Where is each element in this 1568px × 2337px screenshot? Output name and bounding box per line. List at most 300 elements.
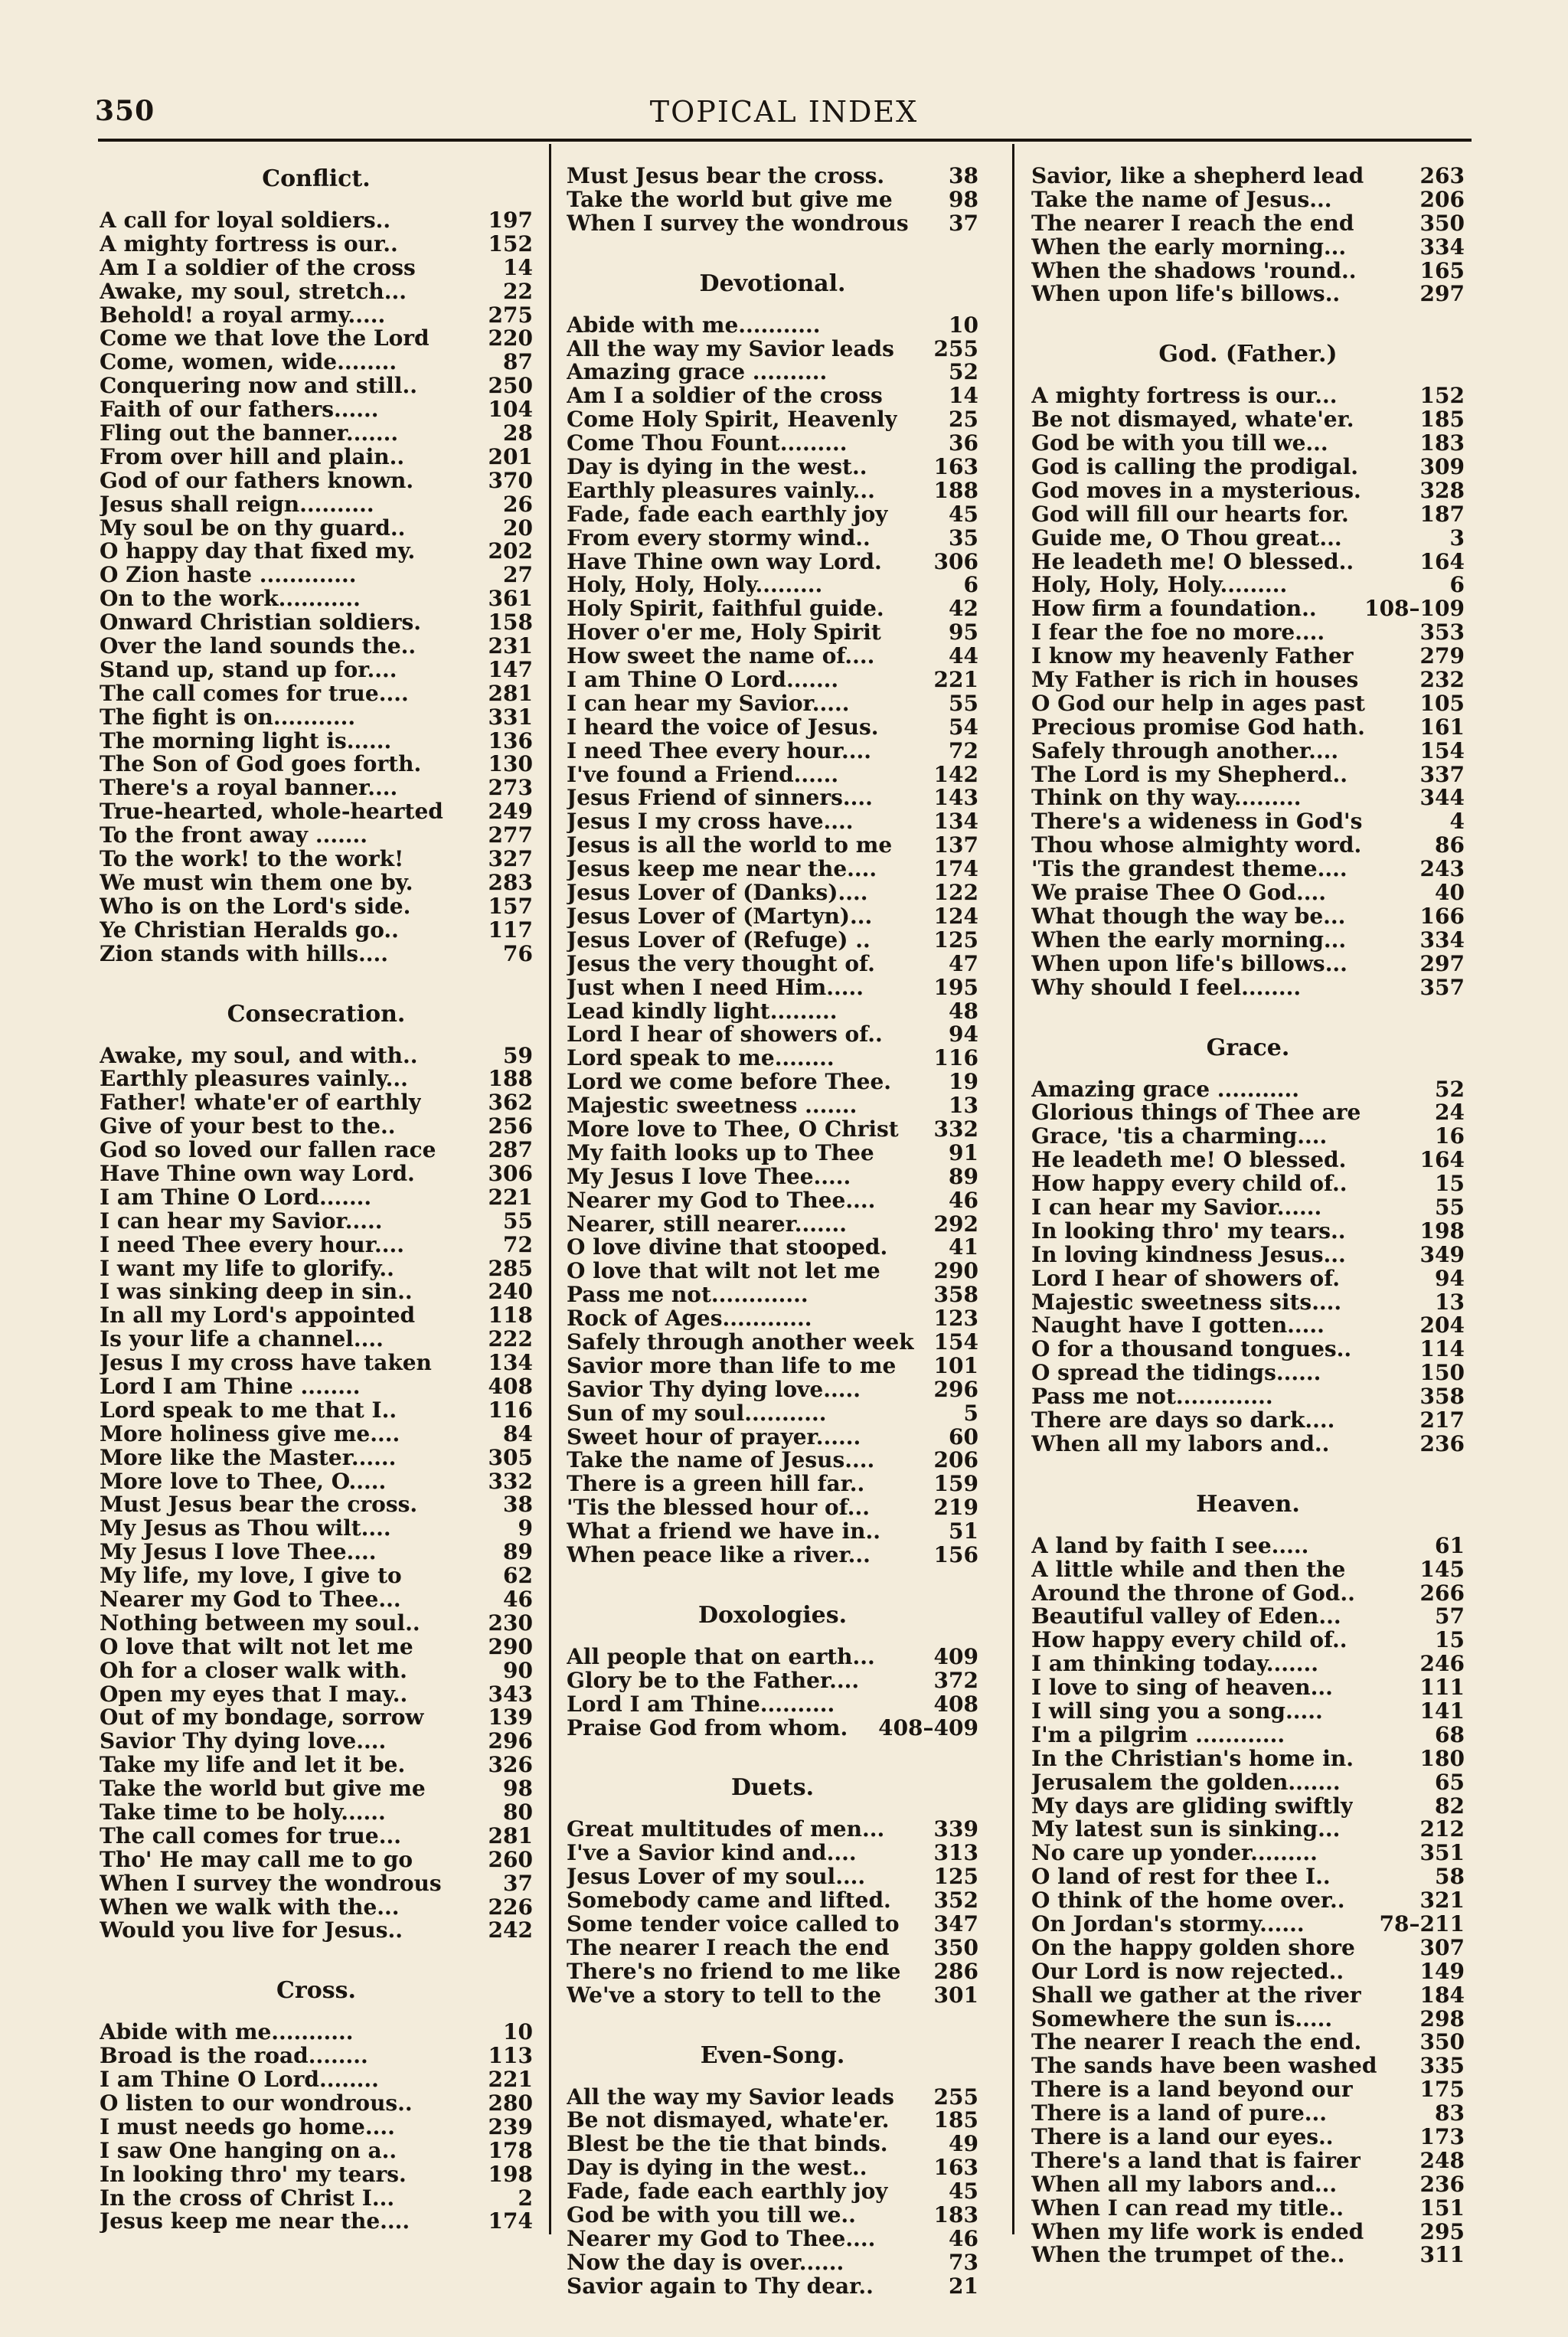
section-heading: Doxologies. bbox=[697, 1601, 848, 1629]
index-entry bbox=[567, 314, 978, 338]
hymn-title: Lord I am Thine.......... bbox=[567, 1692, 835, 1717]
hymn-number: 350 bbox=[1419, 210, 1465, 236]
hymn-number: 28 bbox=[503, 420, 533, 446]
index-entry bbox=[100, 753, 533, 776]
index-entry bbox=[567, 1541, 978, 1567]
index-entry bbox=[1031, 1338, 1465, 1361]
hymn-number: 352 bbox=[933, 1888, 978, 1914]
index-entry bbox=[100, 1420, 533, 1446]
hymn-title: Safely through another.... bbox=[1031, 739, 1339, 763]
section-heading: Conflict. bbox=[262, 165, 371, 192]
hymn-title: Tho' He may call me to go bbox=[100, 1848, 413, 1872]
index-entry bbox=[1031, 1078, 1465, 1102]
hymn-title: Lead kindly light......... bbox=[567, 999, 838, 1024]
hymn-number: 42 bbox=[949, 596, 978, 622]
index-entry bbox=[567, 737, 978, 763]
index-entry bbox=[1031, 950, 1465, 976]
index-entry bbox=[1031, 236, 1465, 260]
hymn-number: 113 bbox=[488, 2043, 533, 2069]
index-entry bbox=[567, 2180, 978, 2204]
hymn-title: Savior Thy dying love.... bbox=[100, 1730, 387, 1754]
hymn-title: True-hearted, whole-hearted bbox=[100, 800, 443, 825]
hymn-number: 98 bbox=[949, 186, 978, 212]
index-entry bbox=[100, 1754, 533, 1777]
index-entry bbox=[1031, 786, 1465, 810]
hymn-title: I've found a Friend...... bbox=[567, 763, 839, 787]
index-entry bbox=[1031, 1149, 1465, 1172]
index-entry bbox=[567, 810, 978, 834]
hymn-title: When the early morning... bbox=[1031, 235, 1347, 260]
hymn-title: When my life work is ended bbox=[1031, 2220, 1364, 2244]
index-entry bbox=[100, 2139, 533, 2163]
hymn-number: 331 bbox=[488, 704, 533, 730]
hymn-title: Savior again to Thy dear.. bbox=[567, 2274, 874, 2299]
index-entry bbox=[567, 1094, 978, 1118]
hymn-number: 326 bbox=[488, 1752, 533, 1778]
hymn-number: 296 bbox=[933, 1376, 978, 1402]
hymn-title: O spread the tidings...... bbox=[1031, 1361, 1321, 1386]
index-entry bbox=[1031, 503, 1465, 527]
index-entry bbox=[567, 1984, 978, 2008]
hymn-number: 89 bbox=[503, 1539, 533, 1565]
hymn-number: 219 bbox=[933, 1495, 978, 1521]
index-entry bbox=[100, 1352, 533, 1375]
hymn-number: 25 bbox=[949, 407, 978, 433]
hymn-title: When upon life's billows... bbox=[1031, 952, 1348, 976]
hymn-number: 163 bbox=[933, 2155, 978, 2181]
index-entry bbox=[567, 1118, 978, 1142]
index-entry bbox=[100, 1280, 533, 1304]
index-entry bbox=[567, 905, 978, 929]
index-entry bbox=[567, 668, 978, 692]
hymn-title: I am Thine O Lord....... bbox=[100, 1185, 372, 1210]
hymn-title: O love that wilt not let me bbox=[567, 1260, 880, 1284]
index-entry bbox=[1031, 1220, 1465, 1244]
hymn-number: 21 bbox=[949, 2273, 978, 2299]
hymn-number: 236 bbox=[1419, 1430, 1465, 1456]
hymn-number: 152 bbox=[488, 230, 533, 257]
index-entry bbox=[567, 976, 978, 1000]
hymn-title: Jesus Lover of (Refuge) .. bbox=[567, 928, 871, 953]
index-entry bbox=[567, 1000, 978, 1024]
index-entry bbox=[100, 1588, 533, 1612]
hymn-number: 212 bbox=[1419, 1816, 1465, 1842]
hymn-number: 206 bbox=[933, 1447, 978, 1473]
hymn-number: 94 bbox=[1435, 1265, 1465, 1291]
hymn-title: I need Thee every hour.... bbox=[567, 739, 871, 763]
index-entry bbox=[567, 1889, 978, 1913]
hymn-number: 49 bbox=[949, 2131, 978, 2157]
hymn-title: Jesus is all the world to me bbox=[567, 834, 893, 858]
hymn-number: 188 bbox=[933, 477, 978, 503]
hymn-number: 236 bbox=[1419, 2171, 1465, 2197]
hymn-title: Earthly pleasures vainly... bbox=[567, 479, 875, 503]
index-entry bbox=[100, 2210, 533, 2234]
index-entry bbox=[567, 1378, 978, 1402]
index-entry bbox=[1031, 2078, 1465, 2102]
index-entry bbox=[1031, 692, 1465, 716]
index-entry bbox=[100, 940, 533, 966]
hymn-number: 159 bbox=[933, 1471, 978, 1497]
hymn-number: 95 bbox=[949, 619, 978, 646]
hymn-title: There is a land our eyes.. bbox=[1031, 2126, 1334, 2149]
section-gap bbox=[567, 236, 978, 270]
index-entry bbox=[567, 2109, 978, 2133]
index-entry bbox=[1031, 283, 1465, 306]
hymn-number: 108–109 bbox=[1364, 596, 1465, 622]
hymn-title: Savior Thy dying love..... bbox=[567, 1378, 861, 1402]
index-entry bbox=[567, 2251, 978, 2275]
hymn-title: Great multitudes of men... bbox=[567, 1818, 885, 1842]
hymn-title: Now the day is over...... bbox=[567, 2250, 844, 2275]
hymn-title: How sweet the name of.... bbox=[567, 645, 875, 669]
index-entry bbox=[100, 398, 533, 422]
hymn-title: The morning light is...... bbox=[100, 729, 392, 753]
hymn-title: Savior, like a shepherd lead bbox=[1031, 165, 1364, 188]
hymn-number: 83 bbox=[1435, 2100, 1465, 2126]
hymn-title: Glory be to the Father.... bbox=[567, 1669, 860, 1693]
hymn-title: Fade, fade each earthly joy bbox=[567, 2180, 888, 2205]
hymn-number: 256 bbox=[488, 1113, 533, 1139]
hymn-number: 118 bbox=[488, 1303, 533, 1329]
hymn-title: What a friend we have in.. bbox=[567, 1520, 880, 1544]
index-entry bbox=[567, 692, 978, 716]
hymn-title: Come, women, wide........ bbox=[100, 351, 397, 375]
hymn-title: Earthly pleasures vainly... bbox=[100, 1067, 408, 1092]
hymn-number: 139 bbox=[488, 1705, 533, 1731]
index-entry bbox=[100, 2021, 533, 2044]
hymn-number: 263 bbox=[1419, 163, 1465, 188]
hymn-number: 275 bbox=[488, 302, 533, 328]
hymn-title: Jesus Lover of my soul.... bbox=[567, 1865, 866, 1890]
index-entry bbox=[1031, 737, 1465, 763]
hymn-number: 349 bbox=[1419, 1241, 1465, 1267]
index-entry bbox=[567, 503, 978, 527]
section-heading: Cross. bbox=[276, 1977, 356, 2005]
hymn-title: Jerusalem the golden....... bbox=[1031, 1770, 1341, 1795]
hymn-title: Ye Christian Heralds go.. bbox=[100, 918, 399, 943]
hymn-title: When we walk with the... bbox=[100, 1895, 400, 1920]
index-entry bbox=[1031, 1605, 1465, 1629]
hymn-title: All the way my Savior leads bbox=[567, 2085, 894, 2110]
hymn-number: 55 bbox=[949, 690, 978, 716]
hymn-title: He leadeth me! O blessed. bbox=[1031, 1149, 1347, 1173]
hymn-number: 217 bbox=[1419, 1407, 1465, 1433]
index-entry bbox=[1031, 1101, 1465, 1125]
index-column-1 bbox=[100, 165, 533, 2234]
hymn-title: God be with you till we.. bbox=[567, 2204, 856, 2228]
hymn-title: Jesus Lover of (Martyn)... bbox=[567, 904, 873, 929]
hymn-number: 287 bbox=[488, 1137, 533, 1163]
index-entry bbox=[1031, 1532, 1465, 1558]
hymn-number: 45 bbox=[949, 501, 978, 527]
hymn-title: When I survey the wondrous bbox=[100, 1871, 442, 1896]
hymn-number: 10 bbox=[503, 2019, 533, 2045]
hymn-number: 59 bbox=[503, 1042, 533, 1068]
hymn-number: 19 bbox=[949, 1069, 978, 1095]
hymn-title: Holy Spirit, faithful guide. bbox=[567, 597, 884, 622]
hymn-title: O think of the home over.. bbox=[1031, 1889, 1345, 1914]
index-entry bbox=[100, 1186, 533, 1210]
hymn-number: 290 bbox=[933, 1258, 978, 1284]
hymn-title: When peace like a river... bbox=[567, 1543, 871, 1567]
section-gap bbox=[567, 2008, 978, 2041]
hymn-title: Holy, Holy, Holy......... bbox=[1031, 574, 1288, 598]
hymn-title: When the trumpet of the.. bbox=[1031, 2244, 1345, 2268]
index-entry bbox=[567, 2086, 978, 2110]
hymn-title: My latest sun is sinking... bbox=[1031, 1818, 1341, 1842]
hymn-number: 141 bbox=[1419, 1698, 1465, 1724]
index-entry bbox=[1031, 881, 1465, 905]
index-entry bbox=[567, 432, 978, 456]
index-entry bbox=[1031, 165, 1465, 188]
index-entry bbox=[1031, 1960, 1465, 1984]
index-entry bbox=[567, 1213, 978, 1237]
hymn-title: In all my Lord's appointed bbox=[100, 1304, 416, 1329]
section-gap bbox=[567, 1567, 978, 1601]
index-entry bbox=[1031, 716, 1465, 740]
index-entry bbox=[1031, 2031, 1465, 2054]
hymn-title: Shall we gather at the river bbox=[1031, 1983, 1361, 2008]
hymn-number: 201 bbox=[488, 443, 533, 469]
hymn-number: 4 bbox=[1449, 809, 1465, 835]
hymn-title: Just when I need Him..... bbox=[567, 976, 864, 1000]
hymn-number: 10 bbox=[949, 312, 978, 338]
hymn-title: Take the world but give me bbox=[567, 188, 893, 212]
index-entry bbox=[1031, 2126, 1465, 2149]
hymn-title: God is calling the prodigal. bbox=[1031, 456, 1359, 479]
hymn-title: What though the way be... bbox=[1031, 904, 1346, 929]
index-entry bbox=[100, 1706, 533, 1730]
hymn-title: Take the name of Jesus.... bbox=[567, 1449, 875, 1473]
hymn-number: 231 bbox=[488, 633, 533, 659]
hymn-title: Rock of Ages............ bbox=[567, 1307, 812, 1331]
index-entry bbox=[1031, 479, 1465, 503]
index-entry bbox=[1031, 2197, 1465, 2221]
hymn-title: Jesus keep me near the.... bbox=[567, 858, 877, 882]
hymn-number: 147 bbox=[488, 656, 533, 682]
hymn-number: 116 bbox=[933, 1045, 978, 1071]
index-entry bbox=[1031, 212, 1465, 236]
hymn-number: 255 bbox=[933, 335, 978, 361]
index-entry bbox=[100, 682, 533, 706]
index-entry bbox=[1031, 2005, 1465, 2031]
index-entry bbox=[567, 1260, 978, 1283]
hymn-title: The Son of God goes forth. bbox=[100, 753, 422, 777]
hymn-number: 206 bbox=[1419, 186, 1465, 212]
index-entry bbox=[1031, 645, 1465, 668]
index-entry bbox=[567, 479, 978, 503]
index-entry bbox=[100, 824, 533, 848]
hymn-title: Nearer, still nearer....... bbox=[567, 1212, 847, 1237]
hymn-title: On the happy golden shore bbox=[1031, 1936, 1355, 1960]
hymn-number: 150 bbox=[1419, 1360, 1465, 1386]
hymn-number: 151 bbox=[1419, 2195, 1465, 2221]
hymn-number: 80 bbox=[503, 1799, 533, 1825]
hymn-number: 156 bbox=[933, 1541, 978, 1567]
hymn-title: How firm a foundation.. bbox=[1031, 597, 1317, 622]
hymn-title: Sweet hour of prayer...... bbox=[567, 1425, 861, 1450]
index-entry bbox=[1031, 2244, 1465, 2267]
hymn-title: My days are gliding swiftly bbox=[1031, 1794, 1354, 1819]
index-entry bbox=[567, 929, 978, 953]
hymn-number: 226 bbox=[488, 1894, 533, 1920]
index-entry bbox=[567, 1913, 978, 1937]
hymn-number: 283 bbox=[488, 869, 533, 895]
hymn-number: 277 bbox=[488, 822, 533, 848]
hymn-number: 286 bbox=[933, 1958, 978, 1984]
index-entry bbox=[100, 706, 533, 730]
index-entry bbox=[1031, 976, 1465, 1000]
index-entry bbox=[567, 881, 978, 905]
hymn-title: My Jesus I love Thee.... bbox=[100, 1541, 377, 1565]
hymn-title: Amazing grace .......... bbox=[567, 361, 828, 385]
hymn-number: 221 bbox=[488, 2067, 533, 2093]
hymn-title: The nearer I reach the end bbox=[1031, 211, 1354, 236]
section-heading: Consecration. bbox=[227, 1000, 406, 1028]
hymn-title: There's a royal banner.... bbox=[100, 776, 398, 801]
index-entry bbox=[1031, 1582, 1465, 1606]
hymn-number: 73 bbox=[949, 2249, 978, 2275]
hymn-title: I fear the foe no more.... bbox=[1031, 621, 1325, 646]
index-entry bbox=[100, 422, 533, 446]
hymn-number: 134 bbox=[933, 809, 978, 835]
hymn-number: 409 bbox=[933, 1643, 978, 1669]
hymn-title: No care up yonder......... bbox=[1031, 1842, 1318, 1866]
index-entry bbox=[100, 1139, 533, 1162]
hymn-number: 187 bbox=[1419, 501, 1465, 527]
hymn-title: Take the name of Jesus... bbox=[1031, 188, 1332, 212]
index-entry bbox=[100, 1115, 533, 1139]
hymn-title: There are days so dark.... bbox=[1031, 1408, 1335, 1433]
hymn-number: 61 bbox=[1435, 1532, 1465, 1558]
index-entry bbox=[100, 1919, 533, 1943]
index-entry bbox=[567, 1189, 978, 1213]
index-entry bbox=[100, 564, 533, 587]
index-entry bbox=[567, 763, 978, 787]
hymn-title: In looking thro' my tears.. bbox=[1031, 1219, 1346, 1244]
hymn-title: My life, my love, I give to bbox=[100, 1564, 402, 1588]
hymn-number: 41 bbox=[949, 1234, 978, 1260]
index-entry bbox=[1031, 1241, 1465, 1267]
hymn-title: 'Tis the blessed hour of... bbox=[567, 1496, 870, 1521]
hymn-title: Would you live for Jesus.. bbox=[100, 1919, 403, 1943]
index-entry bbox=[1031, 408, 1465, 432]
index-entry bbox=[567, 1070, 978, 1094]
index-entry bbox=[1031, 1721, 1465, 1747]
index-entry bbox=[567, 165, 978, 188]
index-entry bbox=[567, 1496, 978, 1520]
index-entry bbox=[100, 1822, 533, 1848]
index-column-2 bbox=[567, 165, 978, 2299]
hymn-title: Grace, 'tis a charming.... bbox=[1031, 1125, 1328, 1149]
hymn-title: Day is dying in the west.. bbox=[567, 2156, 867, 2181]
index-entry bbox=[1031, 1934, 1465, 1960]
hymn-number: 290 bbox=[488, 1633, 533, 1659]
index-entry bbox=[567, 1693, 978, 1717]
hymn-number: 296 bbox=[488, 1728, 533, 1754]
index-entry bbox=[100, 1730, 533, 1754]
hymn-number: 337 bbox=[1419, 761, 1465, 787]
hymn-title: In the cross of Christ I... bbox=[100, 2186, 395, 2211]
hymn-number: 9 bbox=[518, 1515, 533, 1541]
hymn-number: 249 bbox=[488, 799, 533, 825]
index-entry bbox=[100, 327, 533, 351]
hymn-number: 87 bbox=[503, 349, 533, 375]
hymn-number: 152 bbox=[1419, 383, 1465, 409]
hymn-title: Jesus I my cross have taken bbox=[100, 1352, 432, 1375]
hymn-number: 166 bbox=[1419, 903, 1465, 929]
hymn-number: 195 bbox=[933, 974, 978, 1000]
hymn-title: Naught have I gotten..... bbox=[1031, 1314, 1325, 1338]
index-entry bbox=[1031, 1430, 1465, 1456]
hymn-title: Pass me not............. bbox=[1031, 1385, 1273, 1409]
hymn-number: 2 bbox=[518, 2185, 533, 2211]
index-entry bbox=[567, 858, 978, 881]
section-gap bbox=[100, 1943, 533, 1976]
hymn-number: 165 bbox=[1419, 257, 1465, 283]
hymn-title: Hover o'er me, Holy Spirit bbox=[567, 621, 881, 646]
index-entry bbox=[100, 517, 533, 541]
hymn-title: Behold! a royal army..... bbox=[100, 303, 386, 328]
hymn-title: Come Holy Spirit, Heavenly bbox=[567, 408, 897, 433]
hymn-number: 116 bbox=[488, 1397, 533, 1423]
hymn-number: 408 bbox=[933, 1691, 978, 1717]
hymn-number: 62 bbox=[503, 1563, 533, 1589]
hymn-number: 46 bbox=[503, 1586, 533, 1612]
hymn-number: 202 bbox=[488, 538, 533, 564]
hymn-title: O for a thousand tongues.. bbox=[1031, 1338, 1352, 1362]
hymn-number: 255 bbox=[933, 2084, 978, 2110]
index-entry bbox=[1031, 1125, 1465, 1149]
index-entry bbox=[100, 611, 533, 635]
index-entry bbox=[567, 1643, 978, 1669]
index-entry bbox=[567, 2156, 978, 2180]
hymn-number: 339 bbox=[933, 1816, 978, 1842]
hymn-title: Nearer my God to Thee... bbox=[100, 1587, 401, 1612]
hymn-title: Have Thine own way Lord. bbox=[567, 550, 882, 574]
index-entry bbox=[100, 2044, 533, 2068]
index-entry bbox=[100, 1517, 533, 1541]
hymn-number: 52 bbox=[1435, 1076, 1465, 1102]
hymn-title: Why should I feel........ bbox=[1031, 976, 1302, 1000]
hymn-title: Lord I hear of showers of. bbox=[1031, 1267, 1341, 1291]
hymn-title: Beautiful valley of Eden... bbox=[1031, 1605, 1341, 1629]
index-entry bbox=[567, 1352, 978, 1378]
section-heading: Heaven. bbox=[1196, 1490, 1300, 1518]
section-heading: Even-Song. bbox=[700, 2041, 845, 2069]
hymn-title: There's a wideness in God's bbox=[1031, 810, 1363, 835]
hymn-title: I can hear my Savior..... bbox=[567, 691, 850, 716]
hymn-number: 178 bbox=[488, 2137, 533, 2163]
hymn-title: Safely through another week bbox=[567, 1330, 914, 1355]
index-entry bbox=[1031, 1629, 1465, 1652]
index-entry bbox=[567, 527, 978, 551]
index-entry bbox=[1031, 1676, 1465, 1700]
hymn-number: 125 bbox=[933, 1864, 978, 1890]
hymn-title: Broad is the road........ bbox=[100, 2044, 368, 2069]
hymn-number: 94 bbox=[949, 1021, 978, 1048]
index-entry bbox=[567, 361, 978, 384]
index-entry bbox=[100, 1872, 533, 1896]
hymn-title: More love to Thee, O..... bbox=[100, 1469, 387, 1494]
hymn-title: Somebody came and lifted. bbox=[567, 1889, 891, 1914]
hymn-title: Am I a soldier of the cross bbox=[567, 384, 883, 409]
hymn-title: Jesus Friend of sinners.... bbox=[567, 786, 873, 811]
index-entry bbox=[1031, 257, 1465, 283]
hymn-title: Lord I am Thine ........ bbox=[100, 1374, 361, 1399]
index-entry bbox=[100, 656, 533, 682]
